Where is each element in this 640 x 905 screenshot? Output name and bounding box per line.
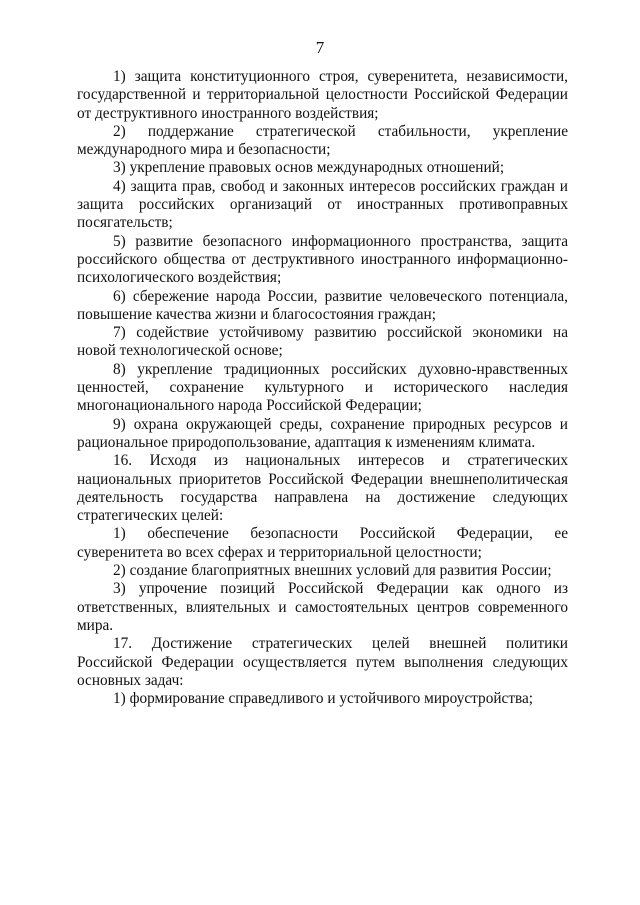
paragraph: 17. Достижение стратегических целей внешней политики Российской Федерации осуществляется путем выполнения следующих основных задач:: [77, 635, 568, 689]
page-number: 7: [315, 38, 325, 57]
paragraph: 6) сбережение народа России, развитие человеческого потенциала, повышение качества жизни и благосостояния граждан;: [77, 287, 568, 323]
paragraph: 9) охрана окружающей среды, сохранение природных ресурсов и рациональное природопользование, адаптация к изменениям климата.: [77, 415, 568, 451]
paragraph: 16. Исходя из национальных интересов и стратегических национальных приоритетов Российской Федерации внешнеполитическая деятельность государства направлена на достижение следующих стратегических целей:: [77, 452, 568, 525]
paragraph: 7) содействие устойчивому развитию российской экономики на новой технологической основе;: [77, 324, 568, 360]
paragraph: 1) защита конституционного строя, суверенитета, независимости, государственной и территориальной целостности Российской Федерации от деструктивного иностранного воздействия;: [77, 68, 568, 122]
paragraph: 3) укрепление правовых основ международных отношений;: [113, 159, 505, 177]
paragraph: 2) создание благоприятных внешних условий для развития России;: [113, 562, 552, 580]
paragraph: 4) защита прав, свобод и законных интересов российских граждан и защита российских организаций от иностранных противоправных посягательств;: [77, 177, 568, 232]
paragraph: 2) поддержание стратегической стабильности, укрепление международного мира и безопасности;: [77, 122, 568, 159]
paragraph: 3) упрочение позиций Российской Федерации как одного из ответственных, влиятельных и самостоятельных центров современного мира.: [77, 580, 568, 634]
paragraph: 5) развитие безопасного информационного пространства, защита российского общества от деструктивного иностранного информационно-психологического воздействия;: [77, 232, 568, 287]
paragraph: 1) обеспечение безопасности Российской Федерации, ее суверенитета во всех сферах и территориальной целостности;: [77, 525, 568, 561]
paragraph: 1) формирование справедливого и устойчивого мироустройства;: [113, 690, 534, 708]
document-body: [77, 68, 568, 708]
paragraph: 8) укрепление традиционных российских духовно-нравственных ценностей, сохранение культурного и исторического наследия многонационального народа Российской Федерации;: [77, 360, 568, 415]
